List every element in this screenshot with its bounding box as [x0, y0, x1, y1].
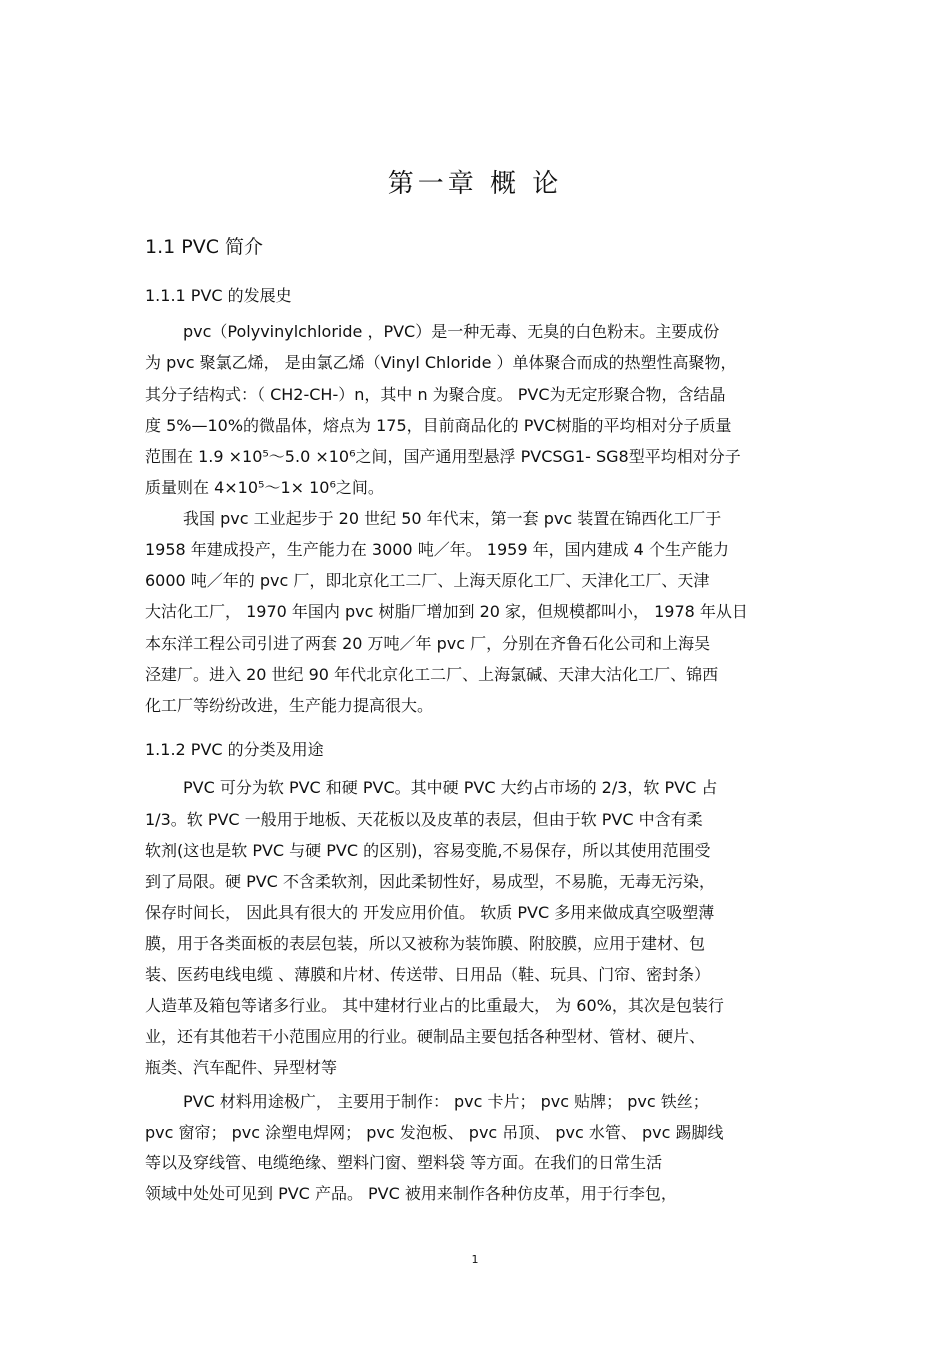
para3-line: 业，还有其他若干小范围应用的行业。硬制品主要包括各种型材、管材、硬片、 — [145, 1027, 706, 1046]
para2-line: 大沽化工厂， 1970 年国内 pvc 树脂厂增加到 20 家，但规模都叫小， 1978 年从日 — [145, 602, 748, 621]
para1-line: 其分子结构式：（ CH2-CH-）n，其中 n 为聚合度。 PVC为无定形聚合物，含结晶 — [145, 385, 726, 404]
para3-line: 膜，用于各类面板的表层包装，所以又被称为装饰膜、附胶膜，应用于建材、包 — [145, 934, 706, 953]
para4-line: 等以及穿线管、电缆绝缘、塑料门窗、塑料袋 等方面。在我们的日常生活 — [145, 1153, 663, 1172]
section-heading-1-1: 1.1 PVC 简介 — [145, 236, 264, 258]
page-number: 1 — [471, 1253, 479, 1266]
para3-line: 人造革及箱包等诸多行业。 其中建材行业占的比重最大， 为 60%，其次是包装行 — [145, 996, 724, 1015]
para3-line: 瓶类、汽车配件、异型材等 — [145, 1058, 338, 1077]
para1-line: 范围在 1.9 ×10⁵～5.0 ×10⁶之间，国产通用型悬浮 PVCSG1- SG8型平均相对分子 — [145, 447, 741, 466]
para2-line: 6000 吨／年的 pvc 厂，即北京化工二厂、上海天原化工厂、天津化工厂、天津 — [145, 571, 710, 590]
para3-line: 软剂(这也是软 PVC 与硬 PVC 的区别)，容易变脆,不易保存，所以其使用范围受 — [145, 841, 711, 860]
para3-line: 到了局限。硬 PVC 不含柔软剂，因此柔韧性好，易成型，不易脆，无毒无污染， — [145, 872, 715, 891]
para4-line: PVC 材料用途极广， 主要用于制作： pvc 卡片； pvc 贴牌； pvc 铁丝； — [183, 1092, 709, 1111]
para4-line: pvc 窗帘； pvc 涂塑电焊网； pvc 发泡板、 pvc 吊顶、 pvc 水管、 pvc 踢脚线 — [145, 1123, 724, 1142]
para1-line: 度 5%—10%的微晶体，熔点为 175，目前商品化的 PVC树脂的平均相对分子质量 — [145, 416, 732, 435]
para1-line: 质量则在 4×10⁵～1× 10⁶之间。 — [145, 478, 384, 497]
para1-line: 为 pvc 聚氯乙烯， 是由氯乙烯（Vinyl Chloride ）单体聚合而成的热塑性高聚物， — [145, 353, 737, 372]
para3-line: 装、医药电线电缆 、薄膜和片材、传送带、日用品（鞋、玩具、门帘、密封条） — [145, 965, 711, 984]
para2-line: 化工厂等纷纷改进，生产能力提高很大。 — [145, 696, 434, 715]
para2-line: 1958 年建成投产，生产能力在 3000 吨／年。 1959 年，国内建成 4 个生产能力 — [145, 540, 729, 559]
para3-line: 1/3。软 PVC 一般用于地板、天花板以及皮革的表层，但由于软 PVC 中含有柔 — [145, 810, 703, 829]
para1-line: pvc（Polyvinylchloride ，PVC）是一种无毒、无臭的白色粉末。主要成份 — [183, 322, 720, 341]
section-heading-1-1-2: 1.1.2 PVC 的分类及用途 — [145, 740, 324, 759]
para2-line: 我国 pvc 工业起步于 20 世纪 50 年代末，第一套 pvc 装置在锦西化工厂于 — [183, 509, 722, 528]
chapter-title: 第一章 概 论 — [387, 169, 563, 199]
para2-line: 本东洋工程公司引进了两套 20 万吨／年 pvc 厂，分别在齐鲁石化公司和上海吴 — [145, 634, 711, 653]
para3-line: 保存时间长， 因此具有很大的 开发应用价值。 软质 PVC 多用来做成真空吸塑薄 — [145, 903, 715, 922]
section-heading-1-1-1: 1.1.1 PVC 的发展史 — [145, 286, 292, 305]
para3-line: PVC 可分为软 PVC 和硬 PVC。其中硬 PVC 大约占市场的 2/3，软 PVC 占 — [183, 778, 718, 797]
para4-line: 领域中处处可见到 PVC 产品。 PVC 被用来制作各种仿皮革，用于行李包， — [145, 1184, 677, 1203]
para2-line: 泾建厂。进入 20 世纪 90 年代北京化工二厂、上海氯碱、天津大沽化工厂、锦西 — [145, 665, 719, 684]
